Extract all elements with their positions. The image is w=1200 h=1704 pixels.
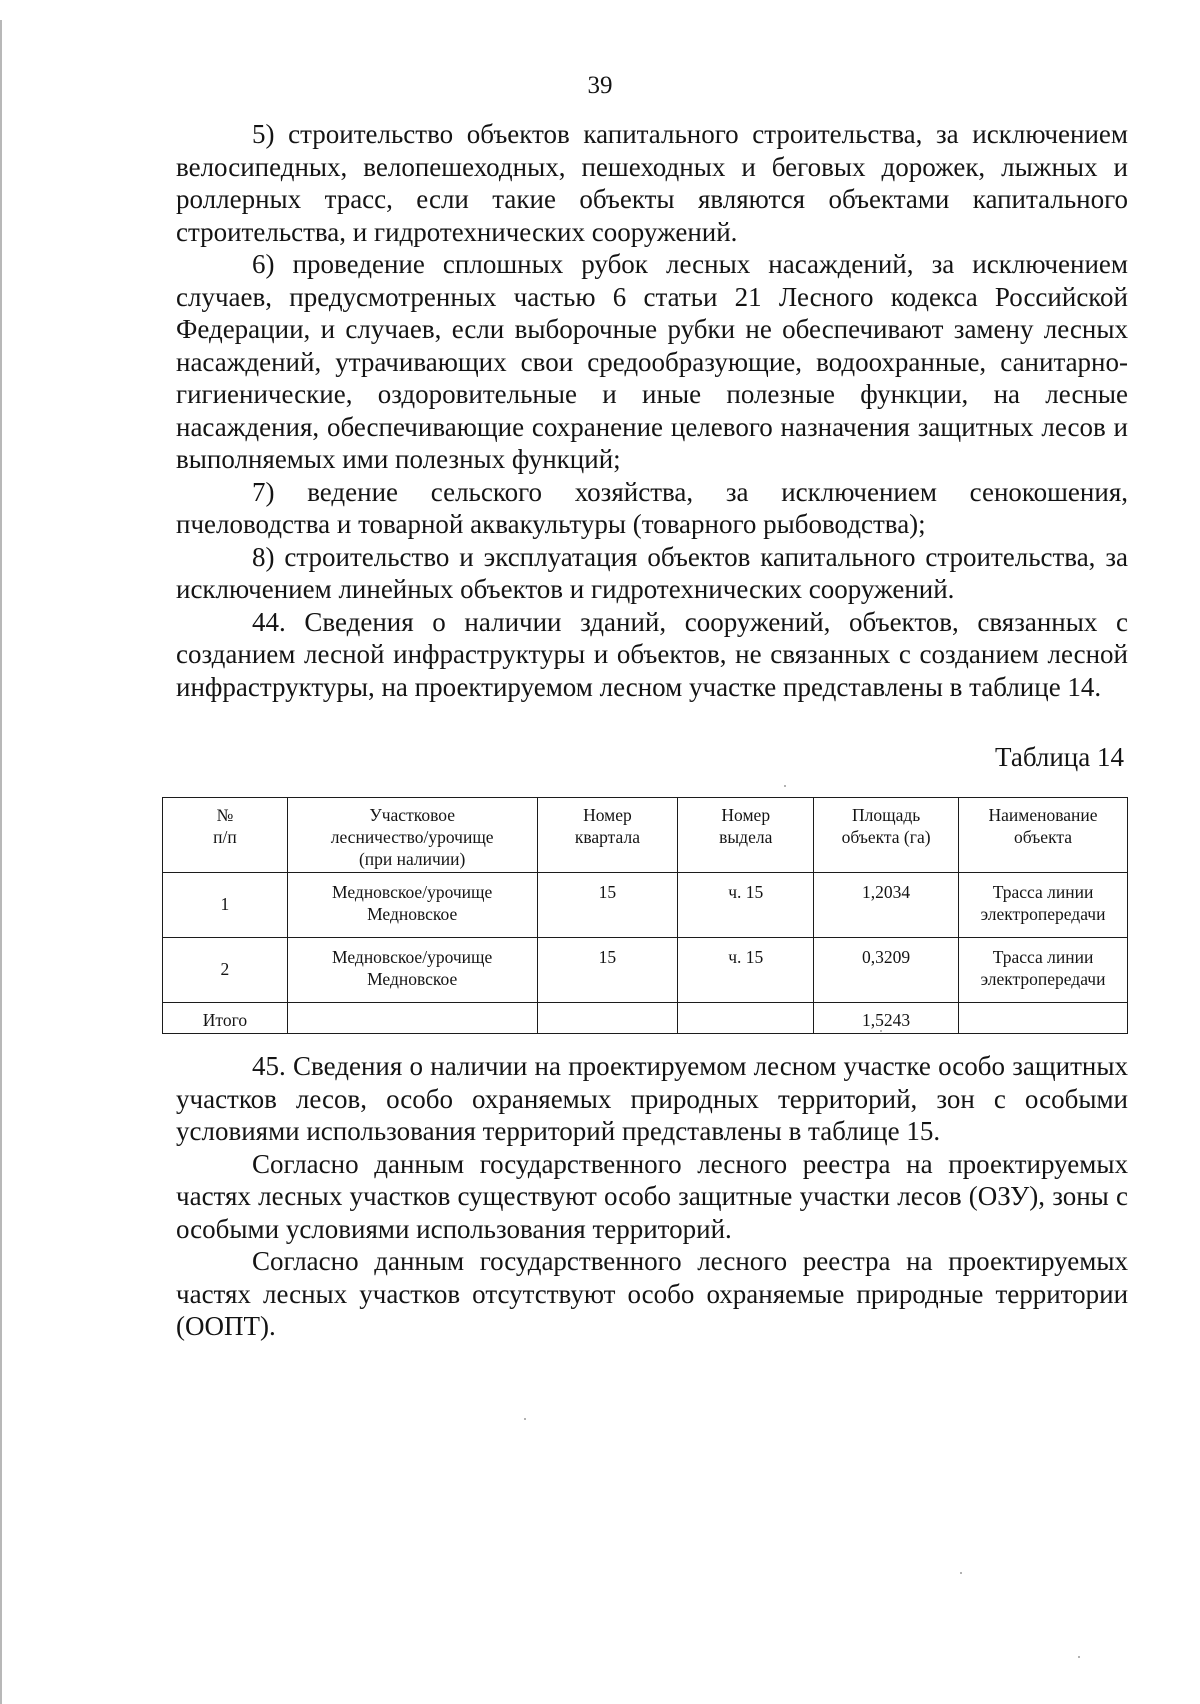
cell-area: 1,2034: [814, 873, 959, 938]
cell-area: 0,3209: [814, 938, 959, 1003]
cell-section: ч. 15: [678, 873, 814, 938]
paragraph-section-44: 44. Сведения о наличии зданий, сооружений, объектов, связанных с созданием лесной инфраструктуры и объектов, не связанных с созданием лесной инфраструктуры, на проектируемом лесном участке представлены в таблице 14.: [176, 606, 1129, 702]
cell-forestry: Медновское/урочище Медновское: [287, 938, 537, 1003]
cell-num: 1: [163, 873, 288, 938]
cell-empty: [959, 1003, 1128, 1034]
paragraph-item-8: 8) строительство и эксплуатация объектов капитального строительства, за исключением линейных объектов и гидротехнических сооружений.: [176, 541, 1129, 604]
cell-total-label: Итого: [163, 1003, 288, 1034]
page-number: 39: [587, 72, 613, 99]
scan-speck: [524, 1418, 526, 1420]
cell-object-name: Трасса линии электропередачи: [959, 873, 1128, 938]
cell-empty: [678, 1003, 814, 1034]
table-row: [163, 873, 1128, 938]
paragraph-item-6: 6) проведение сплошных рубок лесных насаждений, за исключением случаев, предусмотренных частью 6 статьи 21 Лесного кодекса Российской Федерации, и случаев, если выборочные рубки не обеспечивают замену лесных насаждений, утрачивающих свои средообразующие, водоохранные, санитарно-гигиенические, оздоровительные и иные полезные функции, на лесные насаждения, обеспечивающие сохранение целевого назначения защитных лесов и выполняемых ими полезных функций;: [176, 249, 1129, 474]
paragraph-item-7: 7) ведение сельского хозяйства, за исключением сенокошения, пчеловодства и товарной аквакультуры (товарного рыбоводства);: [176, 476, 1128, 539]
cell-quarter: 15: [537, 938, 678, 1003]
scan-speck: [880, 1030, 882, 1032]
scan-speck: [784, 785, 786, 787]
table-14: [162, 797, 1128, 1034]
header-section: Номер выдела: [678, 798, 814, 873]
cell-quarter: 15: [537, 873, 678, 938]
paragraph-ozu: Согласно данным государственного лесного реестра на проектируемых частях лесных участков существуют особо защитные участки лесов (ОЗУ), зоны с особыми условиями использования территорий.: [176, 1148, 1128, 1244]
table-row: [163, 938, 1128, 1003]
cell-object-name: Трасса линии электропередачи: [959, 938, 1128, 1003]
scan-left-edge: [0, 20, 2, 1704]
header-num: № п/п: [163, 798, 288, 873]
table-caption: Таблица 14: [995, 742, 1124, 772]
cell-section: ч. 15: [678, 938, 814, 1003]
cell-empty: [537, 1003, 678, 1034]
paragraph-item-5: 5) строительство объектов капитального строительства, за исключением велосипедных, велопешеходных, пешеходных и беговых дорожек, лыжных и роллерных трасс, если такие объекты являются объектами капитального строительства, и гидротехнических сооружений.: [176, 119, 1128, 247]
header-area: Площадь объекта (га): [814, 798, 959, 873]
cell-empty: [287, 1003, 537, 1034]
scan-speck: [1078, 1656, 1080, 1658]
scan-speck: [960, 1572, 962, 1574]
top-text-block: [176, 118, 1128, 703]
header-quarter: Номер квартала: [537, 798, 678, 873]
cell-num: 2: [163, 938, 288, 1003]
cell-total-area: 1,5243: [814, 1003, 959, 1034]
header-forestry: Участковое лесничество/урочище (при наличии): [287, 798, 537, 873]
paragraph-oopt: Согласно данным государственного лесного реестра на проектируемых частях лесных участков отсутствуют особо охраняемые природные территории (ООПТ).: [176, 1246, 1129, 1341]
bottom-text-block: [176, 1050, 1128, 1343]
header-object-name: Наименование объекта: [959, 798, 1128, 873]
table-header-row: [163, 798, 1128, 873]
table-total-row: [163, 1003, 1128, 1034]
paragraph-section-45: 45. Сведения о наличии на проектируемом лесном участке особо защитных участков лесов, особо охраняемых природных территорий, зон с особыми условиями использования территорий представлены в таблице 15.: [176, 1051, 1129, 1146]
cell-forestry: Медновское/урочище Медновское: [287, 873, 537, 938]
